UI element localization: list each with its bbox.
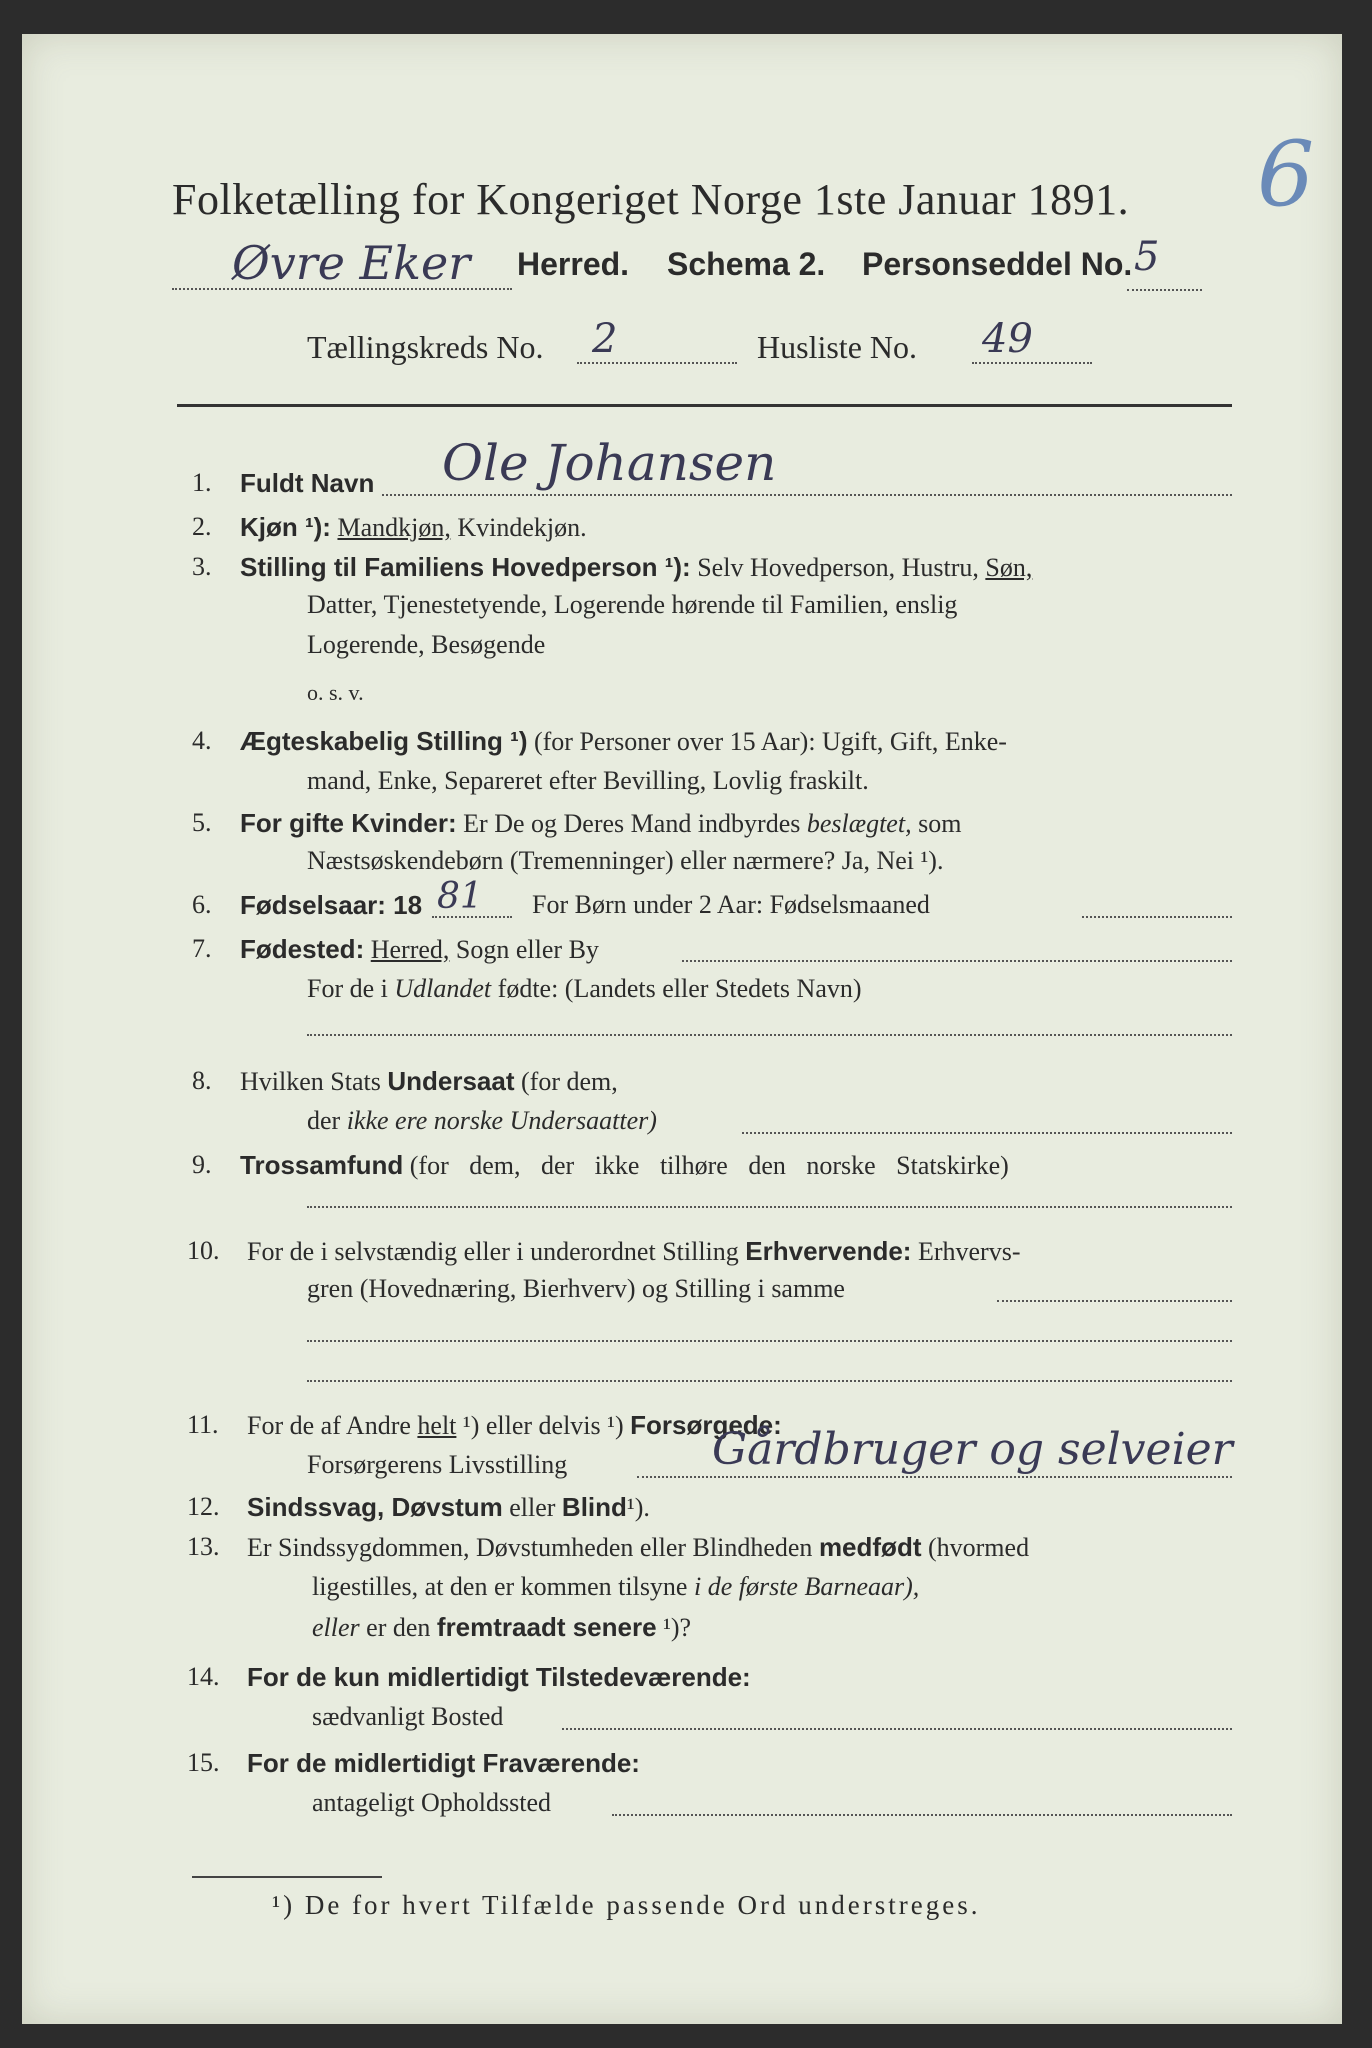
kreds-number: 2 [592, 316, 618, 362]
item-10-line-1a: For de i selvstændig eller i underordnet Stilling [247, 1237, 739, 1266]
item-8-line-1c: (for dem, [521, 1067, 618, 1096]
item-13-number: 13. [187, 1532, 220, 1561]
item-5-beslaegtet: beslægtet, [806, 809, 912, 838]
item-4-line-1 [240, 726, 1007, 757]
item-14-label: For de kun midlertidigt Tilstedeværende: [247, 1662, 751, 1692]
item-12-blind: Blind [561, 1492, 627, 1522]
census-form-page [22, 34, 1342, 2024]
item-6-rest: For Børn under 2 Aar: Fødselsmaaned [532, 890, 930, 919]
herred-label: Herred. [517, 246, 630, 282]
item-11-forsorgede: Forsørgede: [630, 1410, 782, 1440]
support-helt-option: helt [417, 1411, 457, 1440]
corner-mark: 6 [1257, 122, 1315, 227]
item-6-number: 6. [192, 890, 212, 919]
item-13-eller: eller [312, 1613, 360, 1642]
husliste-number: 49 [982, 316, 1033, 362]
item-3-line-3: Logerende, Besøgende [307, 630, 546, 659]
husliste-label: Husliste No. [757, 329, 917, 365]
item-13-line-3d: ¹)? [663, 1613, 692, 1642]
item-10-line-1c: Erhvervs- [917, 1237, 1021, 1266]
item-13-fremtraadt: fremtraadt senere [436, 1612, 657, 1642]
item-8-line-2 [307, 1106, 657, 1136]
gender-female-option: Kvindekjøn. [457, 513, 587, 542]
item-11-line-1b: ¹) eller delvis ¹) [462, 1411, 624, 1440]
item-4-label: Ægteskabelig Stilling ¹) [240, 726, 528, 756]
item-5-line-2: Næstsøskendebørn (Tremenninger) eller nærmere? Ja, Nei ¹). [307, 846, 944, 875]
item-5-label: For gifte Kvinder: [240, 808, 457, 838]
item-13-line-3 [312, 1612, 691, 1643]
item-8-line-2a: der [307, 1106, 341, 1135]
personseddel-number: 5 [1134, 234, 1160, 280]
item-15-label: For de midlertidigt Fraværende: [247, 1748, 640, 1778]
item-2-label: Kjøn ¹): [240, 512, 331, 542]
item-13-line-1c: (hvormed [927, 1533, 1030, 1562]
item-12-line [247, 1492, 650, 1523]
item-15-line-2: antageligt Opholdssted [312, 1788, 552, 1817]
item-13-line-1 [247, 1532, 1029, 1563]
item-12-end: ¹). [626, 1493, 650, 1522]
item-5-question: Er De og Deres Mand indbyrdes [463, 809, 801, 838]
item-8-line-1a: Hvilken Stats [240, 1067, 381, 1096]
item-10-number: 10. [187, 1236, 220, 1265]
item-8-line-2b: ikke ere norske Undersaatter) [346, 1106, 657, 1135]
item-5-som: som [918, 809, 962, 838]
item-13-line-3b: er den [366, 1613, 431, 1642]
item-5-number: 5. [192, 808, 212, 837]
item-2-line [240, 512, 587, 543]
item-2-number: 2. [192, 512, 212, 541]
item-8-line-1 [240, 1066, 618, 1097]
item-9-label: Trossamfund [240, 1150, 404, 1180]
item-11-line-2: Forsørgerens Livsstilling [307, 1450, 568, 1479]
item-7-udlandet: Udlandet [394, 974, 492, 1003]
item-7-line-2c: fødte: (Landets eller Stedets Navn) [497, 974, 862, 1003]
item-7-label: Fødested: [240, 934, 365, 964]
gender-male-option: Mandkjøn, [337, 513, 451, 542]
herred-handwritten: Øvre Eker [232, 236, 471, 290]
item-7-rest: Sogn eller By [455, 935, 599, 964]
item-13-line-1a: Er Sindssygdommen, Døvstumheden eller Blindheden [247, 1533, 813, 1562]
item-14-number: 14. [187, 1662, 220, 1691]
item-3-options: Selv Hovedperson, Hustru, [697, 553, 979, 582]
item-3-line-2: Datter, Tjenestetyende, Logerende hørende til Familien, enslig [307, 590, 958, 619]
item-12-number: 12. [187, 1492, 220, 1521]
item-7-number: 7. [192, 934, 212, 963]
item-9-rest: (for dem, der ikke tilhøre den norske Statskirke) [409, 1151, 1009, 1180]
item-3-line-4: o. s. v. [307, 680, 364, 705]
footnote: ¹) De for hvert Tilfælde passende Ord understreges. [272, 1890, 981, 1920]
birthplace-herred-option: Herred, [370, 935, 450, 964]
form-title: Folketælling for Kongeriget Norge 1ste Januar 1891. [172, 175, 1130, 224]
item-11-line-1 [247, 1410, 782, 1441]
personseddel-label: Personseddel No. [862, 246, 1133, 282]
full-name-answer: Ole Johansen [442, 434, 777, 492]
item-8-number: 8. [192, 1066, 212, 1095]
item-11-line-1a: For de af Andre [247, 1411, 411, 1440]
item-3-number: 3. [192, 552, 212, 581]
item-8-undersaat: Undersaat [387, 1066, 515, 1096]
item-13-line-2b: i de første Barneaar), [693, 1572, 920, 1601]
item-4-number: 4. [192, 726, 212, 755]
item-4-line-2: mand, Enke, Separeret efter Bevilling, Lovlig fraskilt. [307, 766, 869, 795]
footnote-rule [192, 1876, 382, 1878]
item-1-number: 1. [192, 468, 212, 497]
item-3-label: Stilling til Familiens Hovedperson ¹): [240, 552, 691, 582]
relation-son-option: Søn, [985, 553, 1033, 582]
schema-label: Schema 2. [667, 246, 826, 282]
header-divider [177, 404, 1232, 407]
birth-year-answer: 81 [437, 876, 483, 917]
item-9-line [240, 1150, 1009, 1181]
item-5-line-1 [240, 808, 961, 839]
item-13-line-2 [312, 1572, 919, 1602]
item-13-line-2a: ligestilles, at den er kommen tilsyne [312, 1572, 688, 1601]
item-11-number: 11. [187, 1410, 219, 1439]
item-6-label: Fødselsaar: 18 [240, 890, 423, 920]
item-7-line-2 [307, 974, 862, 1004]
item-7-line-2a: For de i [307, 974, 388, 1003]
item-4-options: (for Personer over 15 Aar): Ugift, Gift, Enke- [533, 727, 1007, 756]
item-12-eller: eller [509, 1493, 556, 1522]
item-1-label: Fuldt Navn [240, 468, 375, 498]
kreds-label: Tællingskreds No. [307, 329, 544, 365]
item-3-line-1 [240, 552, 1032, 583]
item-13-medfodt: medfødt [818, 1532, 922, 1562]
item-15-number: 15. [187, 1748, 220, 1777]
item-10-erhvervende: Erhvervende: [745, 1236, 912, 1266]
item-10-line-1 [247, 1236, 1020, 1267]
item-10-line-2: gren (Hovednæring, Bierhverv) og Stilling i samme [307, 1274, 845, 1303]
item-9-number: 9. [192, 1150, 212, 1179]
item-7-line-1 [240, 934, 599, 965]
item-14-line-2: sædvanligt Bosted [312, 1702, 504, 1731]
item-12-label: Sindssvag, Døvstum [247, 1492, 503, 1522]
provider-occupation-answer: Gårdbruger og selveier [712, 1424, 1233, 1475]
